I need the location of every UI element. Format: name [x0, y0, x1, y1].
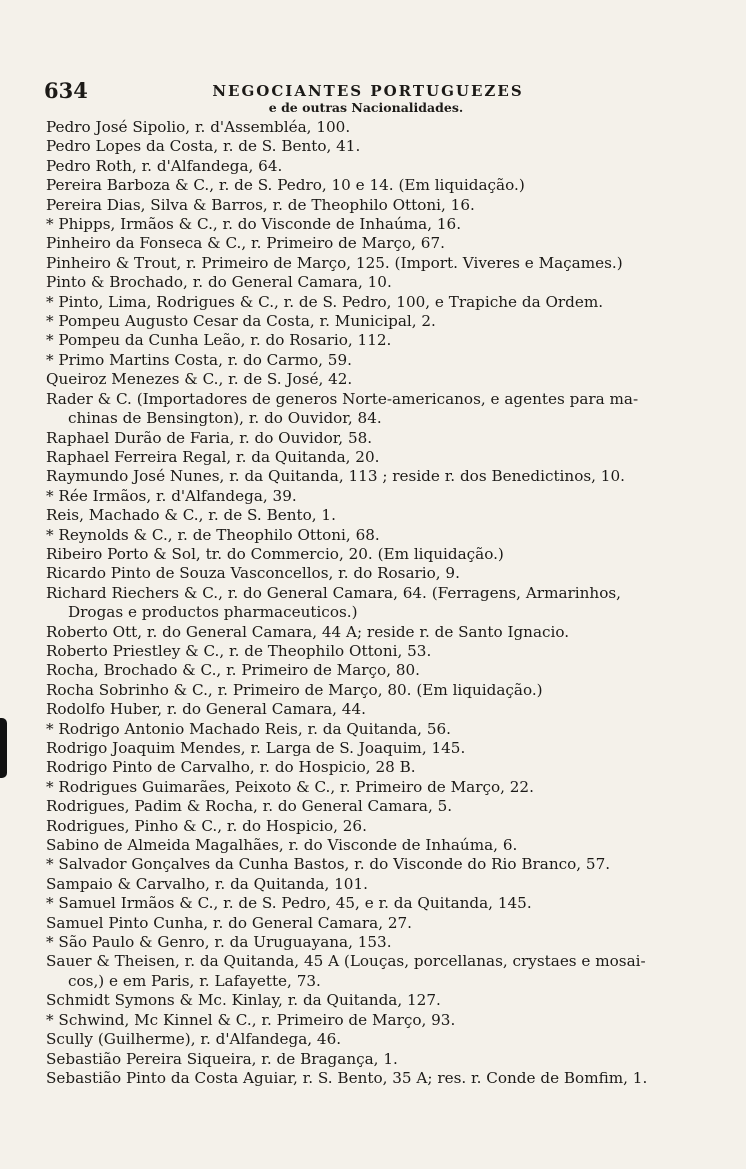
list-item — [46, 254, 686, 273]
list-item — [46, 797, 686, 816]
list-item — [46, 836, 686, 855]
entry-text: Ricardo Pinto de Souza Vasconcellos, r. do Rosario, 9. — [46, 564, 460, 583]
list-item — [46, 564, 686, 583]
entry-text: * Samuel Irmãos & C., r. de S. Pedro, 45, e r. da Quitanda, 145. — [46, 894, 532, 913]
list-item — [46, 1011, 686, 1030]
entry-text: Rodrigues, Pinho & C., r. do Hospicio, 26. — [46, 816, 367, 835]
merchant-list — [46, 118, 686, 1088]
list-item — [46, 1069, 686, 1088]
entry-text: Scully (Guilherme), r. d'Alfandega, 46. — [46, 1030, 342, 1049]
list-item — [46, 681, 686, 700]
list-item — [46, 331, 686, 350]
entry-text: Pedro José Sipolio, r. d'Assembléa, 100. — [46, 118, 351, 136]
page-number: 634 — [44, 78, 88, 103]
entry-text: Queiroz Menezes & C., r. de S. José, 42. — [46, 370, 353, 389]
list-item — [46, 176, 686, 195]
list-item — [46, 196, 686, 215]
list-item — [46, 584, 686, 623]
entry-text: Roberto Ott, r. do General Camara, 44 A; reside r. de Santo Ignacio. — [46, 622, 570, 641]
entry-text: Sebastião Pereira Siqueira, r. de Bragança, 1. — [46, 1049, 398, 1068]
entry-text: * Rodrigo Antonio Machado Reis, r. da Quitanda, 56. — [46, 719, 451, 738]
entry-text: Pereira Barboza & C., r. de S. Pedro, 10 e 14. (Em liquidação.) — [46, 176, 525, 195]
list-item — [46, 448, 686, 467]
entry-text: Samuel Pinto Cunha, r. do General Camara, 27. — [46, 913, 413, 932]
list-item — [46, 700, 686, 719]
list-item — [46, 312, 686, 331]
list-item — [46, 914, 686, 933]
list-item — [46, 1030, 686, 1049]
page-subtitle: e de outras Nacionalidades. — [268, 100, 464, 115]
page-title: NEGOCIANTES PORTUGUEZES — [212, 82, 524, 100]
list-item — [46, 526, 686, 545]
entry-text: Reis, Machado & C., r. de S. Bento, 1. — [46, 506, 336, 525]
entry-text: Pedro Roth, r. d'Alfandega, 64. — [46, 156, 283, 175]
entry-text: Raphael Durão de Faria, r. do Ouvidor, 58. — [46, 428, 373, 447]
list-item — [46, 894, 686, 913]
entry-text: Roberto Priestley & C., r. de Theophilo Ottoni, 53. — [46, 641, 432, 660]
entry-text: Rodrigo Joaquim Mendes, r. Larga de S. Joaquim, 145. — [46, 739, 466, 757]
entry-text: Raymundo José Nunes, r. da Quitanda, 113 ; reside r. dos Benedictinos, 10. — [46, 467, 625, 486]
binding-shadow — [0, 718, 7, 778]
entry-text: Sauer & Theisen, r. da Quitanda, 45 A (Louças, porcellanas, crystaes e mosai- — [46, 952, 646, 971]
list-item — [46, 273, 686, 292]
entry-text: * Pompeu da Cunha Leão, r. do Rosario, 112. — [46, 331, 392, 350]
entry-text: Rodrigo Pinto de Carvalho, r. do Hospicio, 28 B. — [46, 758, 416, 777]
list-item — [46, 429, 686, 448]
entry-text: Rodrigues, Padim & Rocha, r. do General Camara, 5. — [46, 797, 453, 816]
entry-text: * Schwind, Mc Kinnel & C., r. Primeiro de Março, 93. — [46, 1010, 456, 1029]
list-item — [46, 118, 686, 137]
list-item — [46, 720, 686, 739]
entry-text: * Reynolds & C., r. de Theophilo Ottoni, 68. — [46, 525, 380, 544]
entry-text: * Primo Martins Costa, r. do Carmo, 59. — [46, 350, 352, 369]
list-item — [46, 623, 686, 642]
list-item — [46, 778, 686, 797]
entry-text: * Phipps, Irmãos & C., r. do Visconde de Inhaúma, 16. — [46, 215, 462, 234]
entry-text: * Rée Irmãos, r. d'Alfandega, 39. — [46, 486, 297, 505]
list-item — [46, 370, 686, 389]
list-item — [46, 351, 686, 370]
entry-text: Richard Riechers & C., r. do General Camara, 64. (Ferragens, Armarinhos, — [46, 583, 621, 602]
list-item — [46, 293, 686, 312]
list-item — [46, 215, 686, 234]
list-item — [46, 758, 686, 777]
entry-text: * Pompeu Augusto Cesar da Costa, r. Municipal, 2. — [46, 312, 436, 331]
entry-text: Pedro Lopes da Costa, r. de S. Bento, 41. — [46, 137, 361, 156]
list-item — [46, 991, 686, 1010]
list-item — [46, 1050, 686, 1069]
entry-text: Rocha, Brochado & C., r. Primeiro de Março, 80. — [46, 661, 421, 680]
list-item — [46, 739, 686, 758]
entry-continuation: cos,) e em Paris, r. Lafayette, 73. — [68, 971, 321, 990]
entry-text: Rodolfo Huber, r. do General Camara, 44. — [46, 700, 366, 719]
list-item — [46, 467, 686, 486]
list-item — [46, 661, 686, 680]
entry-text: Sabino de Almeida Magalhães, r. do Visconde de Inhaúma, 6. — [46, 836, 518, 855]
entry-text: Rader & C. (Importadores de generos Norte-americanos, e agentes para ma- — [46, 389, 639, 408]
list-item — [46, 817, 686, 836]
entry-text: Raphael Ferreira Regal, r. da Quitanda, 20. — [46, 447, 380, 466]
entry-text: Schmidt Symons & Mc. Kinlay, r. da Quitanda, 127. — [46, 991, 441, 1010]
list-item — [46, 157, 686, 176]
entry-text: Pinto & Brochado, r. do General Camara, 10. — [46, 273, 392, 292]
entry-text: Ribeiro Porto & Sol, tr. do Commercio, 20. (Em liquidação.) — [46, 544, 504, 563]
list-item — [46, 137, 686, 156]
list-item — [46, 545, 686, 564]
entry-text: Pereira Dias, Silva & Barros, r. de Theophilo Ottoni, 16. — [46, 195, 475, 214]
list-item — [46, 875, 686, 894]
list-item — [46, 952, 686, 991]
entry-text: Pinheiro & Trout, r. Primeiro de Março, 125. (Import. Viveres e Maçames.) — [46, 253, 623, 272]
list-item — [46, 390, 686, 429]
entry-text: * Rodrigues Guimarães, Peixoto & C., r. Primeiro de Março, 22. — [46, 777, 534, 796]
list-item — [46, 855, 686, 874]
list-item — [46, 933, 686, 952]
list-item — [46, 234, 686, 253]
entry-text: Pinheiro da Fonseca & C., r. Primeiro de Março, 67. — [46, 234, 445, 253]
entry-text: Sebastião Pinto da Costa Aguiar, r. S. Bento, 35 A; res. r. Conde de Bomfim, 1. — [46, 1068, 648, 1087]
entry-text: Rocha Sobrinho & C., r. Primeiro de Março, 80. (Em liquidação.) — [46, 680, 543, 699]
list-item — [46, 487, 686, 506]
entry-continuation: chinas de Bensington), r. do Ouvidor, 84. — [68, 409, 382, 428]
list-item — [46, 642, 686, 661]
entry-text: * São Paulo & Genro, r. da Uruguayana, 153. — [46, 933, 392, 952]
entry-text: * Pinto, Lima, Rodrigues & C., r. de S. Pedro, 100, e Trapiche da Ordem. — [46, 292, 604, 311]
entry-continuation: Drogas e productos pharmaceuticos.) — [68, 603, 358, 622]
entry-text: * Salvador Gonçalves da Cunha Bastos, r. do Visconde do Rio Branco, 57. — [46, 855, 611, 874]
entry-text: Sampaio & Carvalho, r. da Quitanda, 101. — [46, 874, 368, 893]
list-item — [46, 506, 686, 525]
